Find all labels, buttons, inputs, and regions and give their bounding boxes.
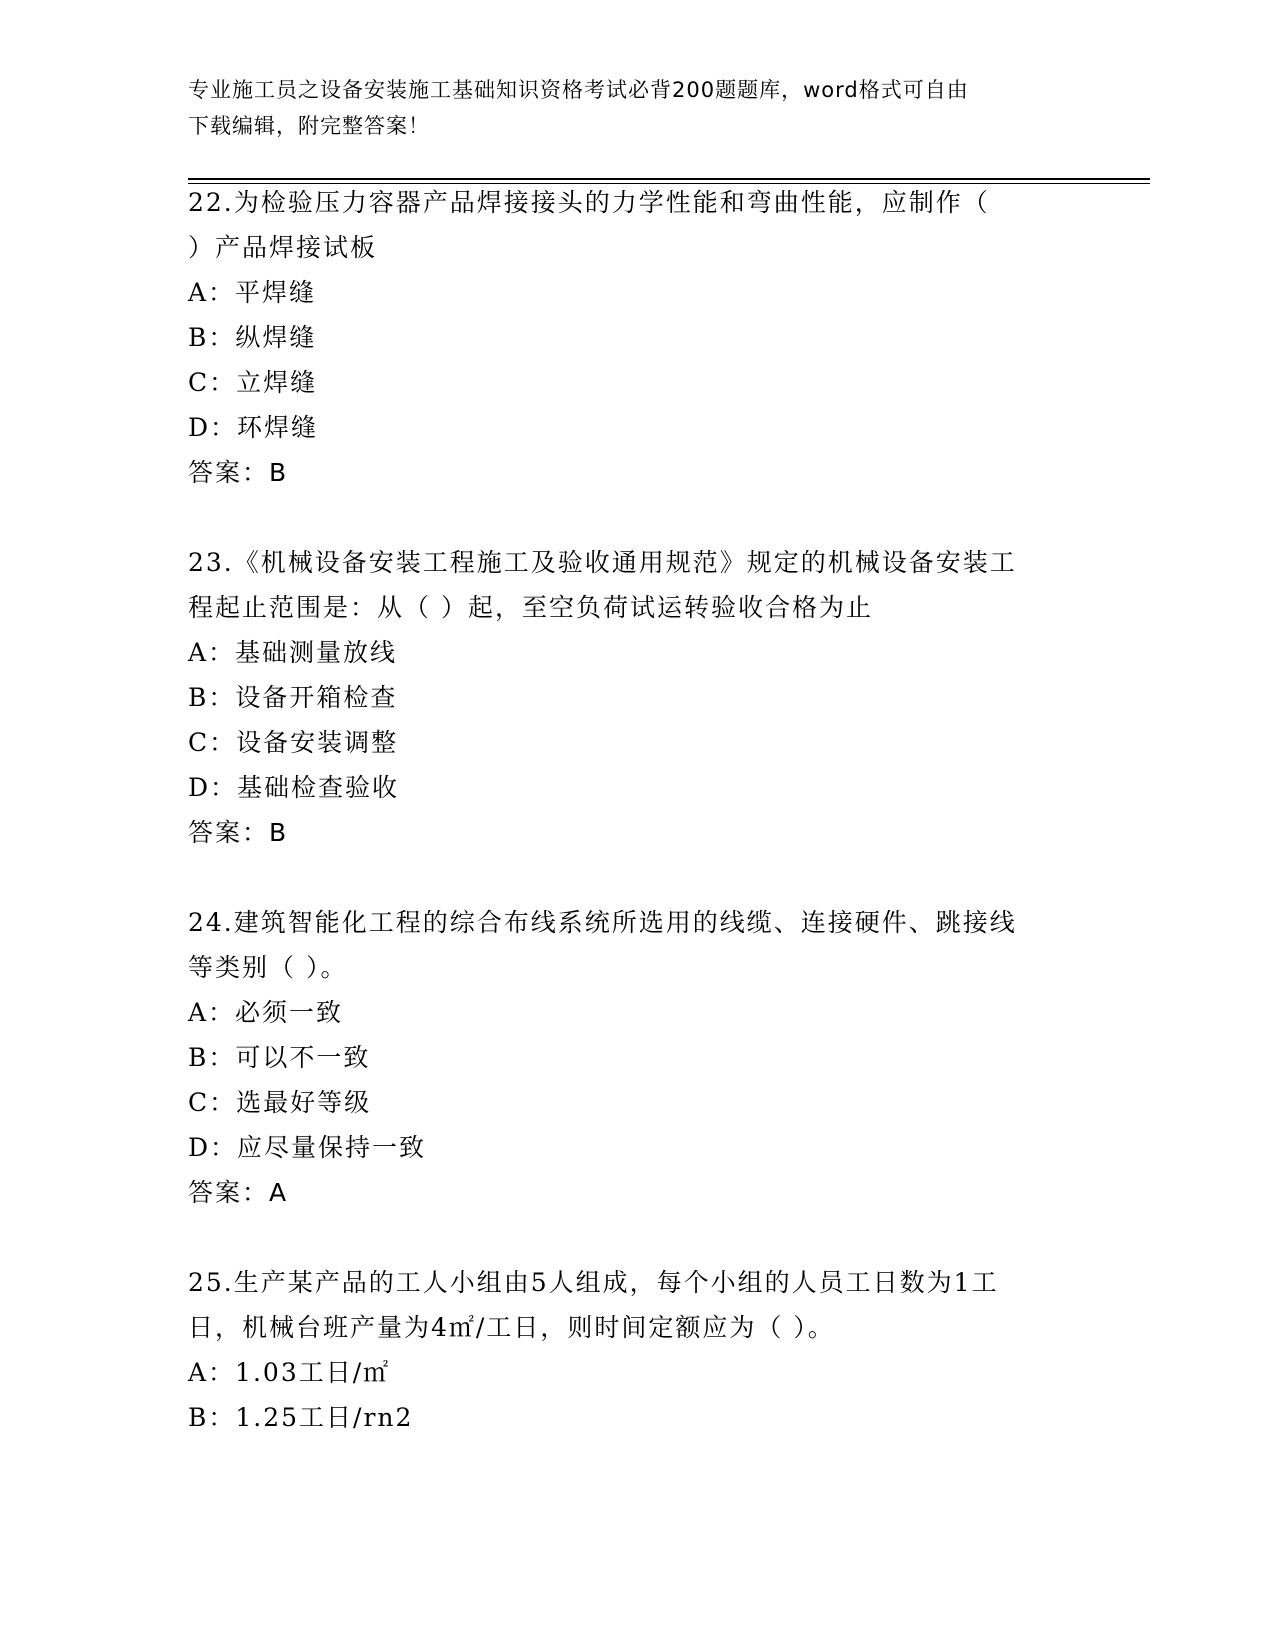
answer: 答案：A <box>188 1178 289 1207</box>
document-intro <box>188 72 1068 144</box>
question-stem-line: 等类别（ ）。 <box>188 953 348 982</box>
answer: 答案：B <box>188 818 289 847</box>
option-a: A：必须一致 <box>188 998 344 1027</box>
option-b: B：设备开箱检查 <box>188 683 398 712</box>
intro-line-2: 下载编辑，附完整答案！ <box>188 114 430 138</box>
option-b: B：可以不一致 <box>188 1043 371 1072</box>
intro-line-1: 专业施工员之设备安装施工基础知识资格考试必背200题题库，word格式可自由 <box>188 78 969 102</box>
question-23 <box>188 540 1078 856</box>
question-22 <box>188 180 1078 496</box>
question-24 <box>188 900 1078 1216</box>
option-a: A：平焊缝 <box>188 278 317 307</box>
question-stem-line: 23.《机械设备安装工程施工及验收通用规范》规定的机械设备安装工 <box>188 548 1017 577</box>
question-stem-line: 24.建筑智能化工程的综合布线系统所选用的线缆、连接硬件、跳接线 <box>188 908 1017 937</box>
option-c: C：选最好等级 <box>188 1088 372 1117</box>
question-stem-line: ）产品焊接试板 <box>188 233 378 262</box>
option-c: C：立焊缝 <box>188 368 318 397</box>
option-b: B：1.25工日/rn2 <box>188 1403 414 1432</box>
option-a: A：1.03工日/㎡ <box>188 1358 391 1387</box>
option-c: C：设备安装调整 <box>188 728 399 757</box>
question-stem-line: 22.为检验压力容器产品焊接接头的力学性能和弯曲性能，应制作（ <box>188 188 990 217</box>
option-d: D：基础检查验收 <box>188 773 400 802</box>
question-stem-line: 程起止范围是：从（ ）起，至空负荷试运转验收合格为止 <box>188 593 873 622</box>
question-25 <box>188 1260 1078 1440</box>
option-a: A：基础测量放线 <box>188 638 398 667</box>
option-d: D：环焊缝 <box>188 413 319 442</box>
option-b: B：纵焊缝 <box>188 323 317 352</box>
option-d: D：应尽量保持一致 <box>188 1133 427 1162</box>
answer: 答案：B <box>188 458 289 487</box>
question-stem-line: 日，机械台班产量为4㎡/工日，则时间定额应为（ ）。 <box>188 1313 835 1342</box>
question-stem-line: 25.生产某产品的工人小组由5人组成，每个小组的人员工日数为1工 <box>188 1268 999 1297</box>
